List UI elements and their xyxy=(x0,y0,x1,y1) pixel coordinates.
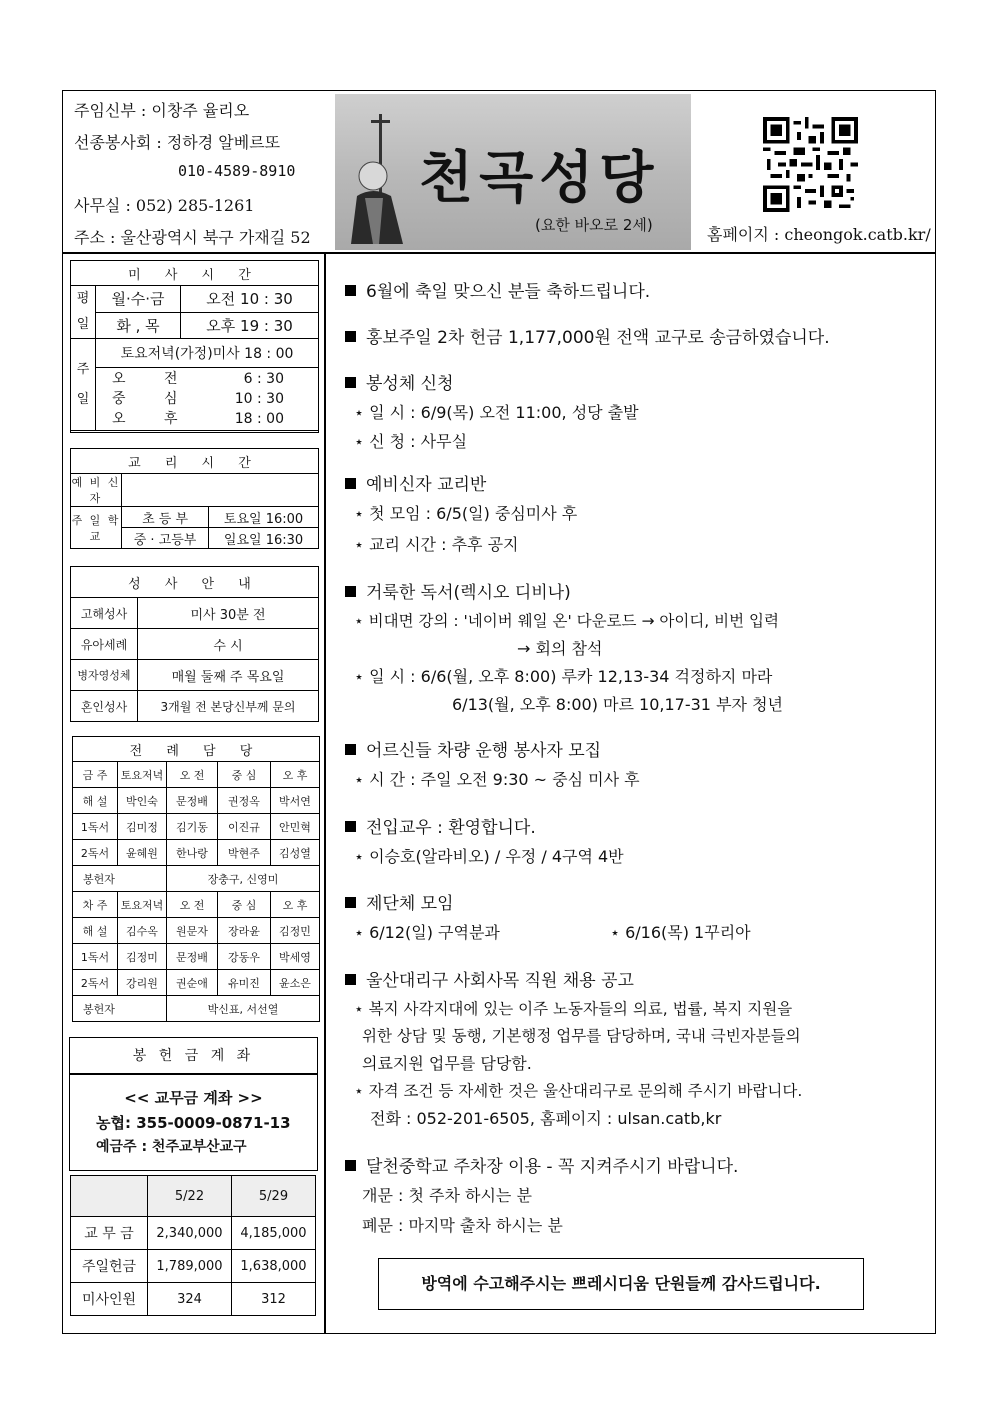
parish-banner xyxy=(335,94,691,250)
notice-4b: ⋆ 교리 시간 : 추후 공지 xyxy=(354,535,519,554)
notice-9c: 의료지원 업무를 담당함. xyxy=(362,1054,532,1073)
mass-weekday-days: 월·수·금 xyxy=(96,286,181,313)
liturgy-cell: 문정배 xyxy=(167,788,218,814)
notice-10b: 폐문 : 마지막 출차 하시는 분 xyxy=(362,1216,563,1235)
bullet-square-icon xyxy=(345,478,356,489)
mass-sunday-a: 오 xyxy=(112,411,126,427)
finance-value: 312 xyxy=(232,1283,316,1316)
finance-label: 주일헌금 xyxy=(71,1250,148,1283)
bullet-square-icon xyxy=(345,586,356,597)
notice-5a: ⋆ 비대면 강의 : '네이버 웨일 온' 다운로드 → 아이디, 비번 입력 xyxy=(354,612,779,630)
sacrament-info: 3개월 전 본당신부께 문의 xyxy=(138,691,319,722)
pre-catechumen-label: 예 비 신 자 xyxy=(71,474,122,507)
finance-value: 1,789,000 xyxy=(148,1250,232,1283)
notice-text: 달천중학교 주차장 이용 - 꼭 지켜주시기 바랍니다. xyxy=(366,1157,739,1177)
notice-4 xyxy=(345,470,486,495)
liturgy-role: 2독서 xyxy=(73,840,118,866)
weekday-label: 평일 xyxy=(71,286,96,339)
parish-title: 천곡성당 xyxy=(419,146,660,211)
catechism-title: 교 리 시 간 xyxy=(71,449,319,474)
mass-saturday: 토요저녁(가정)미사 18 : 00 xyxy=(96,339,319,368)
mass-weekday-days: 화 , 목 xyxy=(96,312,181,339)
notice-1 xyxy=(345,277,650,302)
finance-date: 5/22 xyxy=(148,1176,232,1217)
notice-7a: ⋆ 이승호(알라비오) / 우정 / 4구역 4반 xyxy=(354,847,624,866)
liturgy-cell: 박현주 xyxy=(218,840,271,866)
account-line1: << 교무금 계좌 >> xyxy=(124,1089,263,1107)
notice-text: 봉성체 신청 xyxy=(366,374,454,394)
liturgy-head: 중 심 xyxy=(218,892,271,918)
notice-9e: 전화 : 052-201-6505, 홈페이지 : ulsan.catb,kr xyxy=(370,1109,722,1128)
thanks-box: 방역에 수고해주시는 쁘레시디움 단원들께 감사드립니다. xyxy=(378,1258,864,1310)
finance-value: 1,638,000 xyxy=(232,1250,316,1283)
notice-text: 홍보주일 2차 헌금 1,177,000원 전액 교구로 송금하였습니다. xyxy=(366,328,830,348)
notice-3b: ⋆ 신 청 : 사무실 xyxy=(354,432,468,451)
header-divider xyxy=(62,252,936,254)
account-title: 봉 헌 금 계 좌 xyxy=(132,1048,255,1064)
liturgy-cell: 박세영 xyxy=(271,944,320,970)
pope-image xyxy=(343,114,423,244)
liturgy-role: 해 설 xyxy=(73,788,118,814)
liturgy-cell: 권정옥 xyxy=(218,788,271,814)
catechism-table xyxy=(70,448,319,549)
school-group: 중 · 고등부 xyxy=(122,528,209,549)
account-holder: 예금주 : 천주교부산교구 xyxy=(96,1139,247,1155)
notice-9d: ⋆ 자격 조건 등 자세한 것은 울산대리구로 문의해 주시기 바랍니다. xyxy=(354,1082,803,1100)
notice-5 xyxy=(345,578,571,603)
mass-times-table xyxy=(70,260,319,431)
mass-sunday-list xyxy=(96,368,319,431)
notice-3 xyxy=(345,369,454,394)
notice-text: 거룩한 독서(렉시오 디비나) xyxy=(366,583,571,603)
mass-sunday-b: 후 xyxy=(164,411,178,427)
liturgy-head: 토요저녁 xyxy=(118,892,167,918)
liturgy-cell: 박서연 xyxy=(271,788,320,814)
liturgy-role: 해 설 xyxy=(73,918,118,944)
notice-6 xyxy=(345,736,601,761)
bullet-square-icon xyxy=(345,377,356,388)
notice-9a: ⋆ 복지 사각지대에 있는 이주 노동자들의 의료, 법률, 복지 지원을 xyxy=(354,1000,793,1018)
mass-sunday-time: 6 : 30 xyxy=(243,371,284,387)
liturgy-cell: 장라윤 xyxy=(218,918,271,944)
liturgy-cell: 강동우 xyxy=(218,944,271,970)
pre-catechumen-value xyxy=(122,474,319,507)
notice-9 xyxy=(345,966,634,991)
sacrament-title: 성 사 안 내 xyxy=(71,567,319,598)
finance-label: 교 무 금 xyxy=(71,1217,148,1250)
finance-date: 5/29 xyxy=(232,1176,316,1217)
liturgy-comm-label: 봉헌자 xyxy=(73,866,167,892)
school-group: 초 등 부 xyxy=(122,507,209,528)
liturgy-cell: 안민혁 xyxy=(271,814,320,840)
notice-7 xyxy=(345,813,536,838)
liturgy-title: 전 례 담 당 xyxy=(73,737,320,762)
finance-value: 2,340,000 xyxy=(148,1217,232,1250)
liturgy-head: 오 전 xyxy=(167,762,218,788)
school-time: 일요일 16:30 xyxy=(209,528,319,549)
sacrament-name: 병자영성체 xyxy=(71,660,138,691)
liturgy-cell: 김정민 xyxy=(271,918,320,944)
sacrament-info: 미사 30분 전 xyxy=(138,598,319,629)
mass-sunday-time: 10 : 30 xyxy=(234,391,284,407)
liturgy-role: 2독서 xyxy=(73,970,118,996)
parish-patron: (요한 바오로 2세) xyxy=(535,216,653,234)
mass-weekday-time: 오전 10 : 30 xyxy=(181,286,319,313)
account-number: 농협: 355-0009-0871-13 xyxy=(96,1114,291,1132)
liturgy-cell: 박인숙 xyxy=(118,788,167,814)
sacrament-info: 수 시 xyxy=(138,629,319,660)
bullet-square-icon xyxy=(345,1160,356,1171)
notice-6a: ⋆ 시 간 : 주일 오전 9:30 ~ 중심 미사 후 xyxy=(354,770,640,789)
notice-text: 전입교우 : 환영합니다. xyxy=(366,818,536,838)
account-divider xyxy=(69,1073,318,1075)
liturgy-cell: 김수옥 xyxy=(118,918,167,944)
liturgy-head: 차 주 xyxy=(73,892,118,918)
pastor: 주임신부 : 이창주 율리오 xyxy=(74,101,250,120)
school-time: 토요일 16:00 xyxy=(209,507,319,528)
liturgy-cell: 김정미 xyxy=(118,944,167,970)
liturgy-comm: 박신표, 서선열 xyxy=(167,996,320,1022)
liturgy-head: 오 후 xyxy=(271,892,320,918)
mass-sunday-a: 중 xyxy=(112,391,126,407)
mass-sunday-a: 오 xyxy=(112,371,126,387)
sacrament-name: 유아세례 xyxy=(71,629,138,660)
liturgy-comm: 장충구, 신영미 xyxy=(167,866,320,892)
finance-table xyxy=(70,1175,316,1316)
notice-8a: ⋆ 6/12(일) 구역분과 xyxy=(354,923,500,942)
notice-2 xyxy=(345,323,830,348)
liturgy-head: 금 주 xyxy=(73,762,118,788)
notice-text: 어르신들 차량 운행 봉사자 모집 xyxy=(366,741,602,761)
qr-code-icon xyxy=(763,117,858,212)
liturgy-cell: 윤혜원 xyxy=(118,840,167,866)
office-phone: 사무실 : 052) 285-1261 xyxy=(74,196,255,215)
liturgy-comm-label: 봉헌자 xyxy=(73,996,167,1022)
notice-10a: 개문 : 첫 주차 하시는 분 xyxy=(362,1186,532,1205)
finance-label: 미사인원 xyxy=(71,1283,148,1316)
bullet-square-icon xyxy=(345,744,356,755)
council-phone: 010-4589-8910 xyxy=(178,162,296,180)
column-divider xyxy=(324,252,326,1334)
bullet-square-icon xyxy=(345,974,356,985)
finance-corner xyxy=(71,1176,148,1217)
sacrament-table xyxy=(70,566,319,722)
liturgy-cell: 윤소은 xyxy=(271,970,320,996)
mass-sunday-b: 전 xyxy=(164,371,178,387)
notice-8 xyxy=(345,889,454,914)
notice-9b: 위한 상담 및 동행, 기본행정 업무를 담당하며, 국내 극빈자분들의 xyxy=(362,1027,801,1045)
bullet-square-icon xyxy=(345,821,356,832)
notice-text: 울산대리구 사회사목 직원 채용 공고 xyxy=(366,971,634,991)
liturgy-cell: 이진규 xyxy=(218,814,271,840)
notice-10 xyxy=(345,1152,738,1177)
liturgy-cell: 강리원 xyxy=(118,970,167,996)
sacrament-name: 혼인성사 xyxy=(71,691,138,722)
address: 주소 : 울산광역시 북구 가재길 52 xyxy=(74,228,311,247)
bullet-square-icon xyxy=(345,331,356,342)
notice-4a: ⋆ 첫 모임 : 6/5(일) 중심미사 후 xyxy=(354,504,578,523)
liturgy-cell: 유미진 xyxy=(218,970,271,996)
mass-title: 미 사 시 간 xyxy=(71,261,319,286)
sacrament-info: 매월 둘째 주 목요일 xyxy=(138,660,319,691)
bullet-square-icon xyxy=(345,897,356,908)
liturgy-cell: 한나랑 xyxy=(167,840,218,866)
mass-sunday-b: 심 xyxy=(164,391,178,407)
liturgy-head: 중 심 xyxy=(218,762,271,788)
finance-value: 4,185,000 xyxy=(232,1217,316,1250)
liturgy-role: 1독서 xyxy=(73,944,118,970)
notice-5b: → 회의 참석 xyxy=(517,639,603,658)
notice-5c: ⋆ 일 시 : 6/6(월, 오후 8:00) 루카 12,13-34 걱정하지 마라 xyxy=(354,667,773,686)
sunday-school-label: 주 일 학 교 xyxy=(71,507,122,549)
mass-weekday-time: 오후 19 : 30 xyxy=(181,312,319,339)
notice-8b: ⋆ 6/16(목) 1꾸리아 xyxy=(610,923,751,942)
finance-value: 324 xyxy=(148,1283,232,1316)
liturgy-table xyxy=(72,736,320,1022)
sacrament-name: 고해성사 xyxy=(71,598,138,629)
homepage-link[interactable]: 홈페이지 : cheongok.catb.kr/ xyxy=(707,225,931,244)
notice-text: 예비신자 교리반 xyxy=(366,475,487,495)
liturgy-cell: 김기동 xyxy=(167,814,218,840)
notice-text: 6월에 축일 맞으신 분들 축하드립니다. xyxy=(366,282,651,302)
mass-sunday-time: 18 : 00 xyxy=(234,411,284,427)
liturgy-head: 토요저녁 xyxy=(118,762,167,788)
notice-3a: ⋆ 일 시 : 6/9(목) 오전 11:00, 성당 출발 xyxy=(354,403,639,422)
notice-5d: 6/13(월, 오후 8:00) 마르 10,17-31 부자 청년 xyxy=(452,695,783,714)
liturgy-cell: 김성열 xyxy=(271,840,320,866)
liturgy-cell: 원문자 xyxy=(167,918,218,944)
council: 선종봉사회 : 정하경 알베르또 xyxy=(74,133,281,152)
liturgy-head: 오 후 xyxy=(271,762,320,788)
liturgy-cell: 문정배 xyxy=(167,944,218,970)
liturgy-role: 1독서 xyxy=(73,814,118,840)
liturgy-head: 오 전 xyxy=(167,892,218,918)
bullet-square-icon xyxy=(345,285,356,296)
liturgy-cell: 김미정 xyxy=(118,814,167,840)
liturgy-cell: 권순애 xyxy=(167,970,218,996)
sunday-label: 주일 xyxy=(71,339,96,431)
notice-text: 제단체 모임 xyxy=(366,894,454,914)
